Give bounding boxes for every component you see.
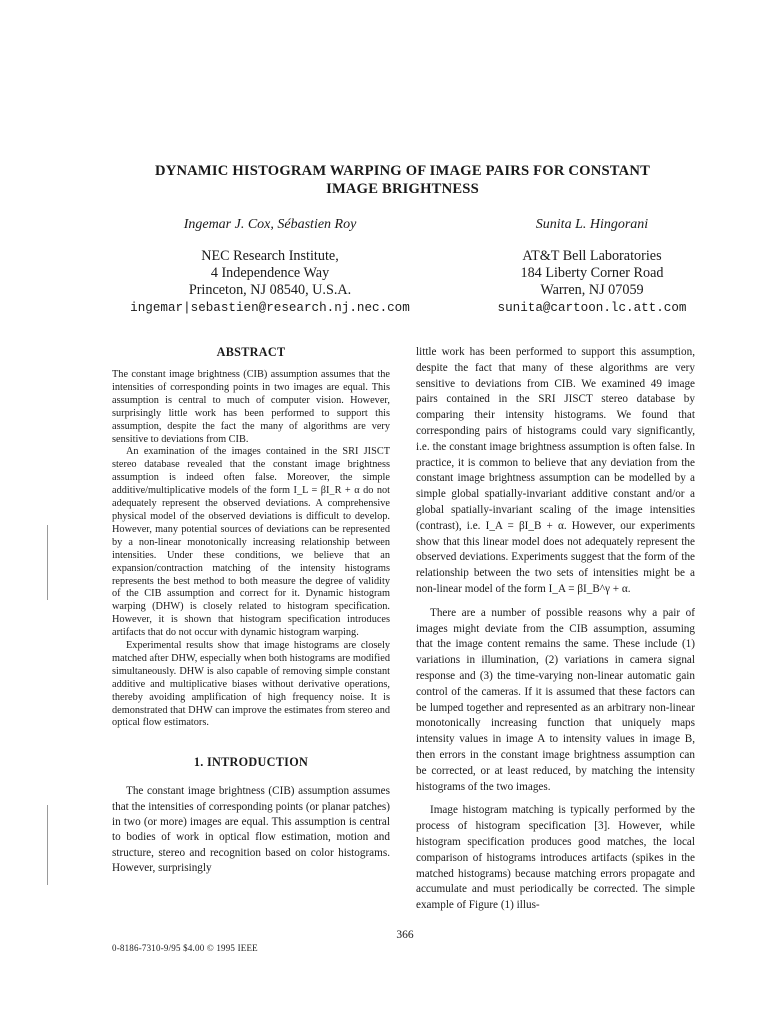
author-names-left: Ingemar J. Cox, Sébastien Roy xyxy=(183,217,357,232)
introduction-heading: 1. INTRODUCTION xyxy=(193,755,309,770)
affiliation-left-line-1: NEC Research Institute, xyxy=(201,248,339,264)
scan-edge-line xyxy=(47,805,48,885)
introduction-paragraph-1: The constant image brightness (CIB) assumption assumes that the intensities of corresponding points (or planar patches) in two (or more) images are equal. This assumption is central to bodies of work in optical flow estimation, motion and structure, stereo and recognition based on color histograms. However, surprisingly xyxy=(112,785,390,874)
abstract-paragraph-1: The constant image brightness (CIB) assumption assumes that the intensities of corresponding points in two images are equal. This assumption is central to much of computer vision. However, surprisingly little work has been performed to support this assumption, despite the fact the many of algorithms are very sensitive to deviations from CIB. xyxy=(112,369,390,445)
abstract-paragraph-2: An examination of the images contained in the SRI JISCT stereo database revealed that the constant image brightness assumption is indeed often false. Moreover, the simple additive/multiplicative models of the form I_L = βI_R + α do not adequately represent the observed deviations. A comprehensive physical model of the observed deviations is difficult to develop. However, many potential sources of deviations can be represented by a non-linear monotonically increasing relationship between intensities. Under these conditions, we believe that an expansion/contraction matching of the intensity histograms represents the best method to both measure the degree of validity of the CIB assumption and correct for it. Dynamic histogram warping (DHW) is closely related to histogram specification. However, it is shown that histogram specification introduces artifacts that do not occur with dynamic histogram warping. xyxy=(112,446,390,639)
abstract-paragraph-3: Experimental results show that image histograms are closely matched after DHW, especially when both histograms are modified simultaneously. DHW is also capable of removing simple constant additive and multiplicative biases without derivative operations, thereby avoiding amplification of high frequency noise. It is demonstrated that DHW can improve the estimates from stereo and optical flow estimators. xyxy=(112,640,390,729)
affiliation-left-line-3: Princeton, NJ 08540, U.S.A. xyxy=(188,282,352,298)
right-paragraph-3: Image histogram matching is typically performed by the process of histogram specification [3]. However, while histogram specification produces good matches, the local comparison of histograms introduces artifacts (spikes in the matched histograms) because matching errors propagate and accumulate and must periodically be corrected. The simple example of Figure (1) illus- xyxy=(416,804,695,912)
title-line-2: IMAGE BRIGHTNESS xyxy=(326,181,479,197)
page-number: 366 xyxy=(396,929,414,941)
author-block-left xyxy=(120,216,420,317)
right-paragraph-1: little work has been performed to support this assumption, despite the fact that many of these algorithms are very sensitive to deviations from CIB. We examined 49 image pairs contained in the SRI JISCT stereo database by comparing their intensity histograms. We found that corresponding pairs of histograms could vary significantly, i.e. the constant image brightness assumption is often false. In practice, it is common to believe that any deviation from the constant image brightness assumption can be modelled by a simple global spatially-invariant additive constant and/or a global spatially-invariant scaling of the image intensities (contrast), i.e. I_A = βI_B + α. However, our experiments show that this linear model does not adequately represent the observed deviations. Experiments suggest that the form of the relationship between the two sets of intensities might be a non-linear model of the form I_A = βI_B^γ + α. xyxy=(416,346,695,595)
author-block-right xyxy=(442,216,742,317)
paper-title xyxy=(110,162,695,198)
author-names-right: Sunita L. Hingorani xyxy=(535,217,649,232)
right-column xyxy=(416,345,695,914)
affiliation-left-line-2: 4 Independence Way xyxy=(210,265,330,281)
affiliation-right-line-1: AT&T Bell Laboratories xyxy=(522,248,662,264)
affiliation-right-line-3: Warren, NJ 07059 xyxy=(540,282,644,298)
copyright-footer: 0-8186-7310-9/95 $4.00 © 1995 IEEE xyxy=(112,943,258,953)
scan-edge-line xyxy=(47,525,48,600)
affiliation-right-line-2: 184 Liberty Corner Road xyxy=(520,265,664,281)
title-line-1: DYNAMIC HISTOGRAM WARPING OF IMAGE PAIRS FOR CONSTANT xyxy=(154,163,651,179)
email-right: sunita@cartoon.lc.att.com xyxy=(497,301,687,315)
right-paragraph-2: There are a number of possible reasons why a pair of images might deviate from the CIB assumption, assuming that the image content remains the same. These include (1) variations in illumination, (2) variations in camera signal response and (3) the time-varying non-linear automatic gain control of the cameras. If it is assumed that these factors can be lumped together and represented as an arbitrary non-linear monotonically increasing function that uniquely maps intensity values in image A to intensity values in image B, then errors in the constant image brightness assumption can be corrected, or at least reduced, by matching the intensity histograms of the two images. xyxy=(416,606,695,793)
email-left: ingemar|sebastien@research.nj.nec.com xyxy=(130,301,410,315)
left-column xyxy=(112,345,390,876)
abstract-heading: ABSTRACT xyxy=(216,345,286,359)
